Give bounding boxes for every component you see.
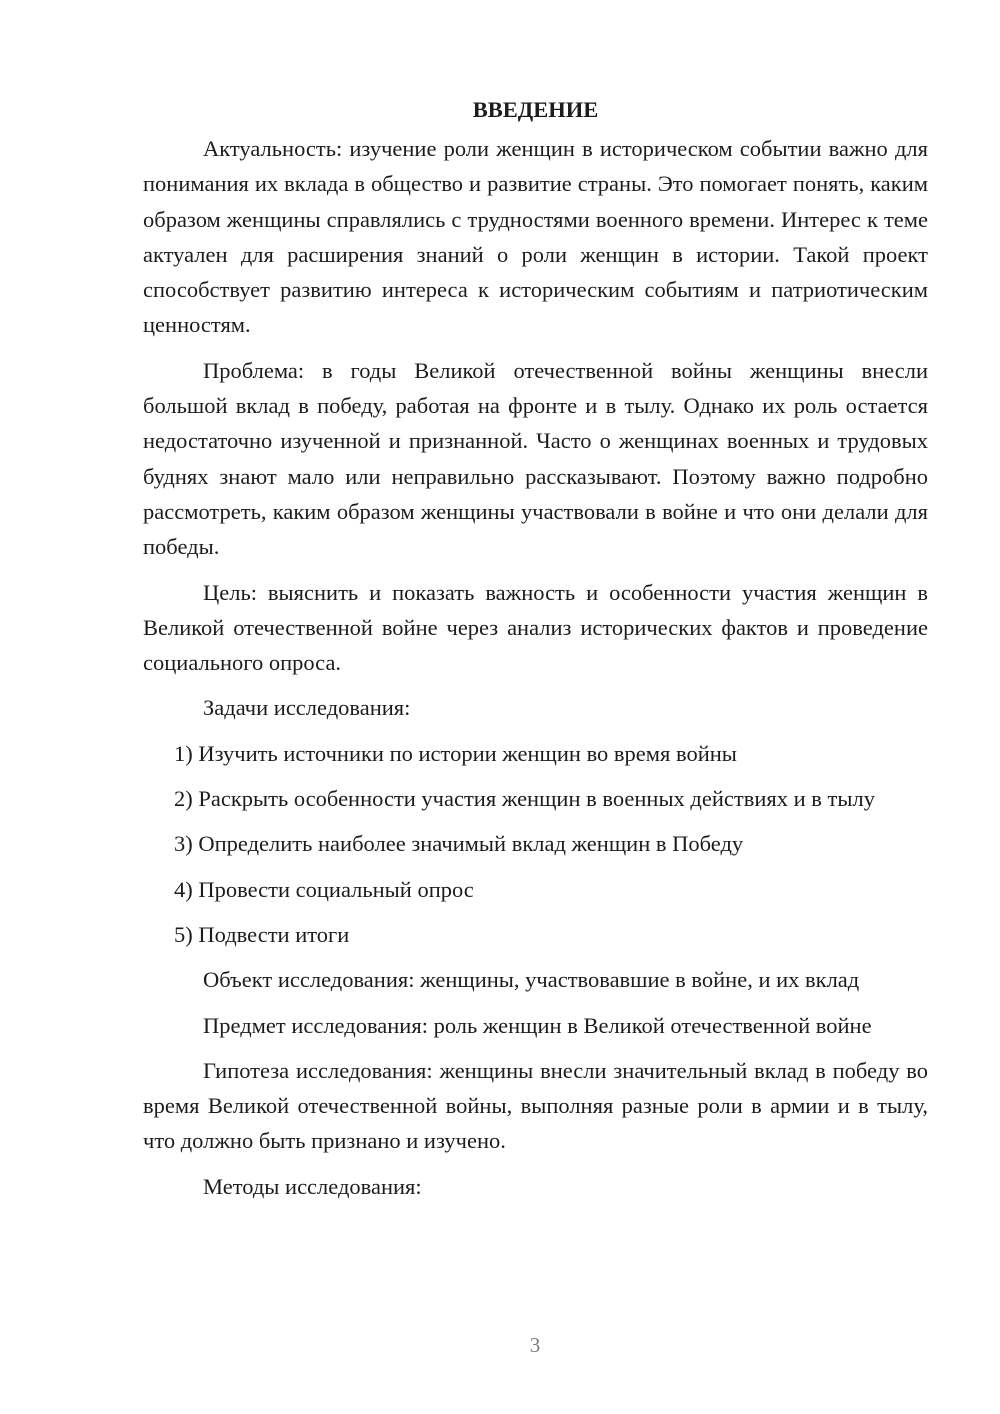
task-item-1: 1) Изучить источники по истории женщин во время войны xyxy=(174,740,737,766)
task-item-5: 5) Подвести итоги xyxy=(174,921,350,947)
methods-heading: Методы исследования: xyxy=(203,1173,422,1199)
relevance-paragraph: Актуальность: изучение роли женщин в историческом событии важно для понимания их вклада в общество и развитие страны. Это помогает понять, каким образом женщины справлялись с трудностями военного времени. Интерес к теме актуален для расширения знаний о роли женщин в истории. Такой проект способствует развитию интереса к историческим событиям и патриотическим ценностям. xyxy=(143,136,928,338)
goal-paragraph: Цель: выяснить и показать важность и особенности участия женщин в Великой отечественной войне через анализ исторических фактов и проведение социального опроса. xyxy=(143,579,928,676)
task-item-2: 2) Раскрыть особенности участия женщин в военных действиях и в тылу xyxy=(174,786,875,812)
section-title: ВВЕДЕНИЕ xyxy=(472,97,599,122)
object-paragraph: Объект исследования: женщины, участвовавшие в войне, и их вклад xyxy=(203,967,860,993)
task-item-4: 4) Провести социальный опрос xyxy=(174,876,474,902)
task-item-3: 3) Определить наиболее значимый вклад женщин в Победу xyxy=(174,831,744,857)
hypothesis-paragraph: Гипотеза исследования: женщины внесли значительный вклад в победу во время Великой отечественной войны, выполняя разные роли в армии и в тылу, что должно быть признано и изучено. xyxy=(143,1057,928,1154)
tasks-heading: Задачи исследования: xyxy=(203,695,411,721)
page-number: 3 xyxy=(529,1333,541,1357)
subject-paragraph: Предмет исследования: роль женщин в Великой отечественной войне xyxy=(203,1012,872,1038)
page-content xyxy=(143,92,928,1214)
problem-paragraph: Проблема: в годы Великой отечественной войны женщины внесли большой вклад в победу, работая на фронте и в тылу. Однако их роль остается недостаточно изученной и признанной. Часто о женщинах военных и трудовых буднях знают мало или неправильно рассказывают. Поэтому важно подробно рассмотреть, каким образом женщины участвовали в войне и что они делали для победы. xyxy=(143,357,928,560)
